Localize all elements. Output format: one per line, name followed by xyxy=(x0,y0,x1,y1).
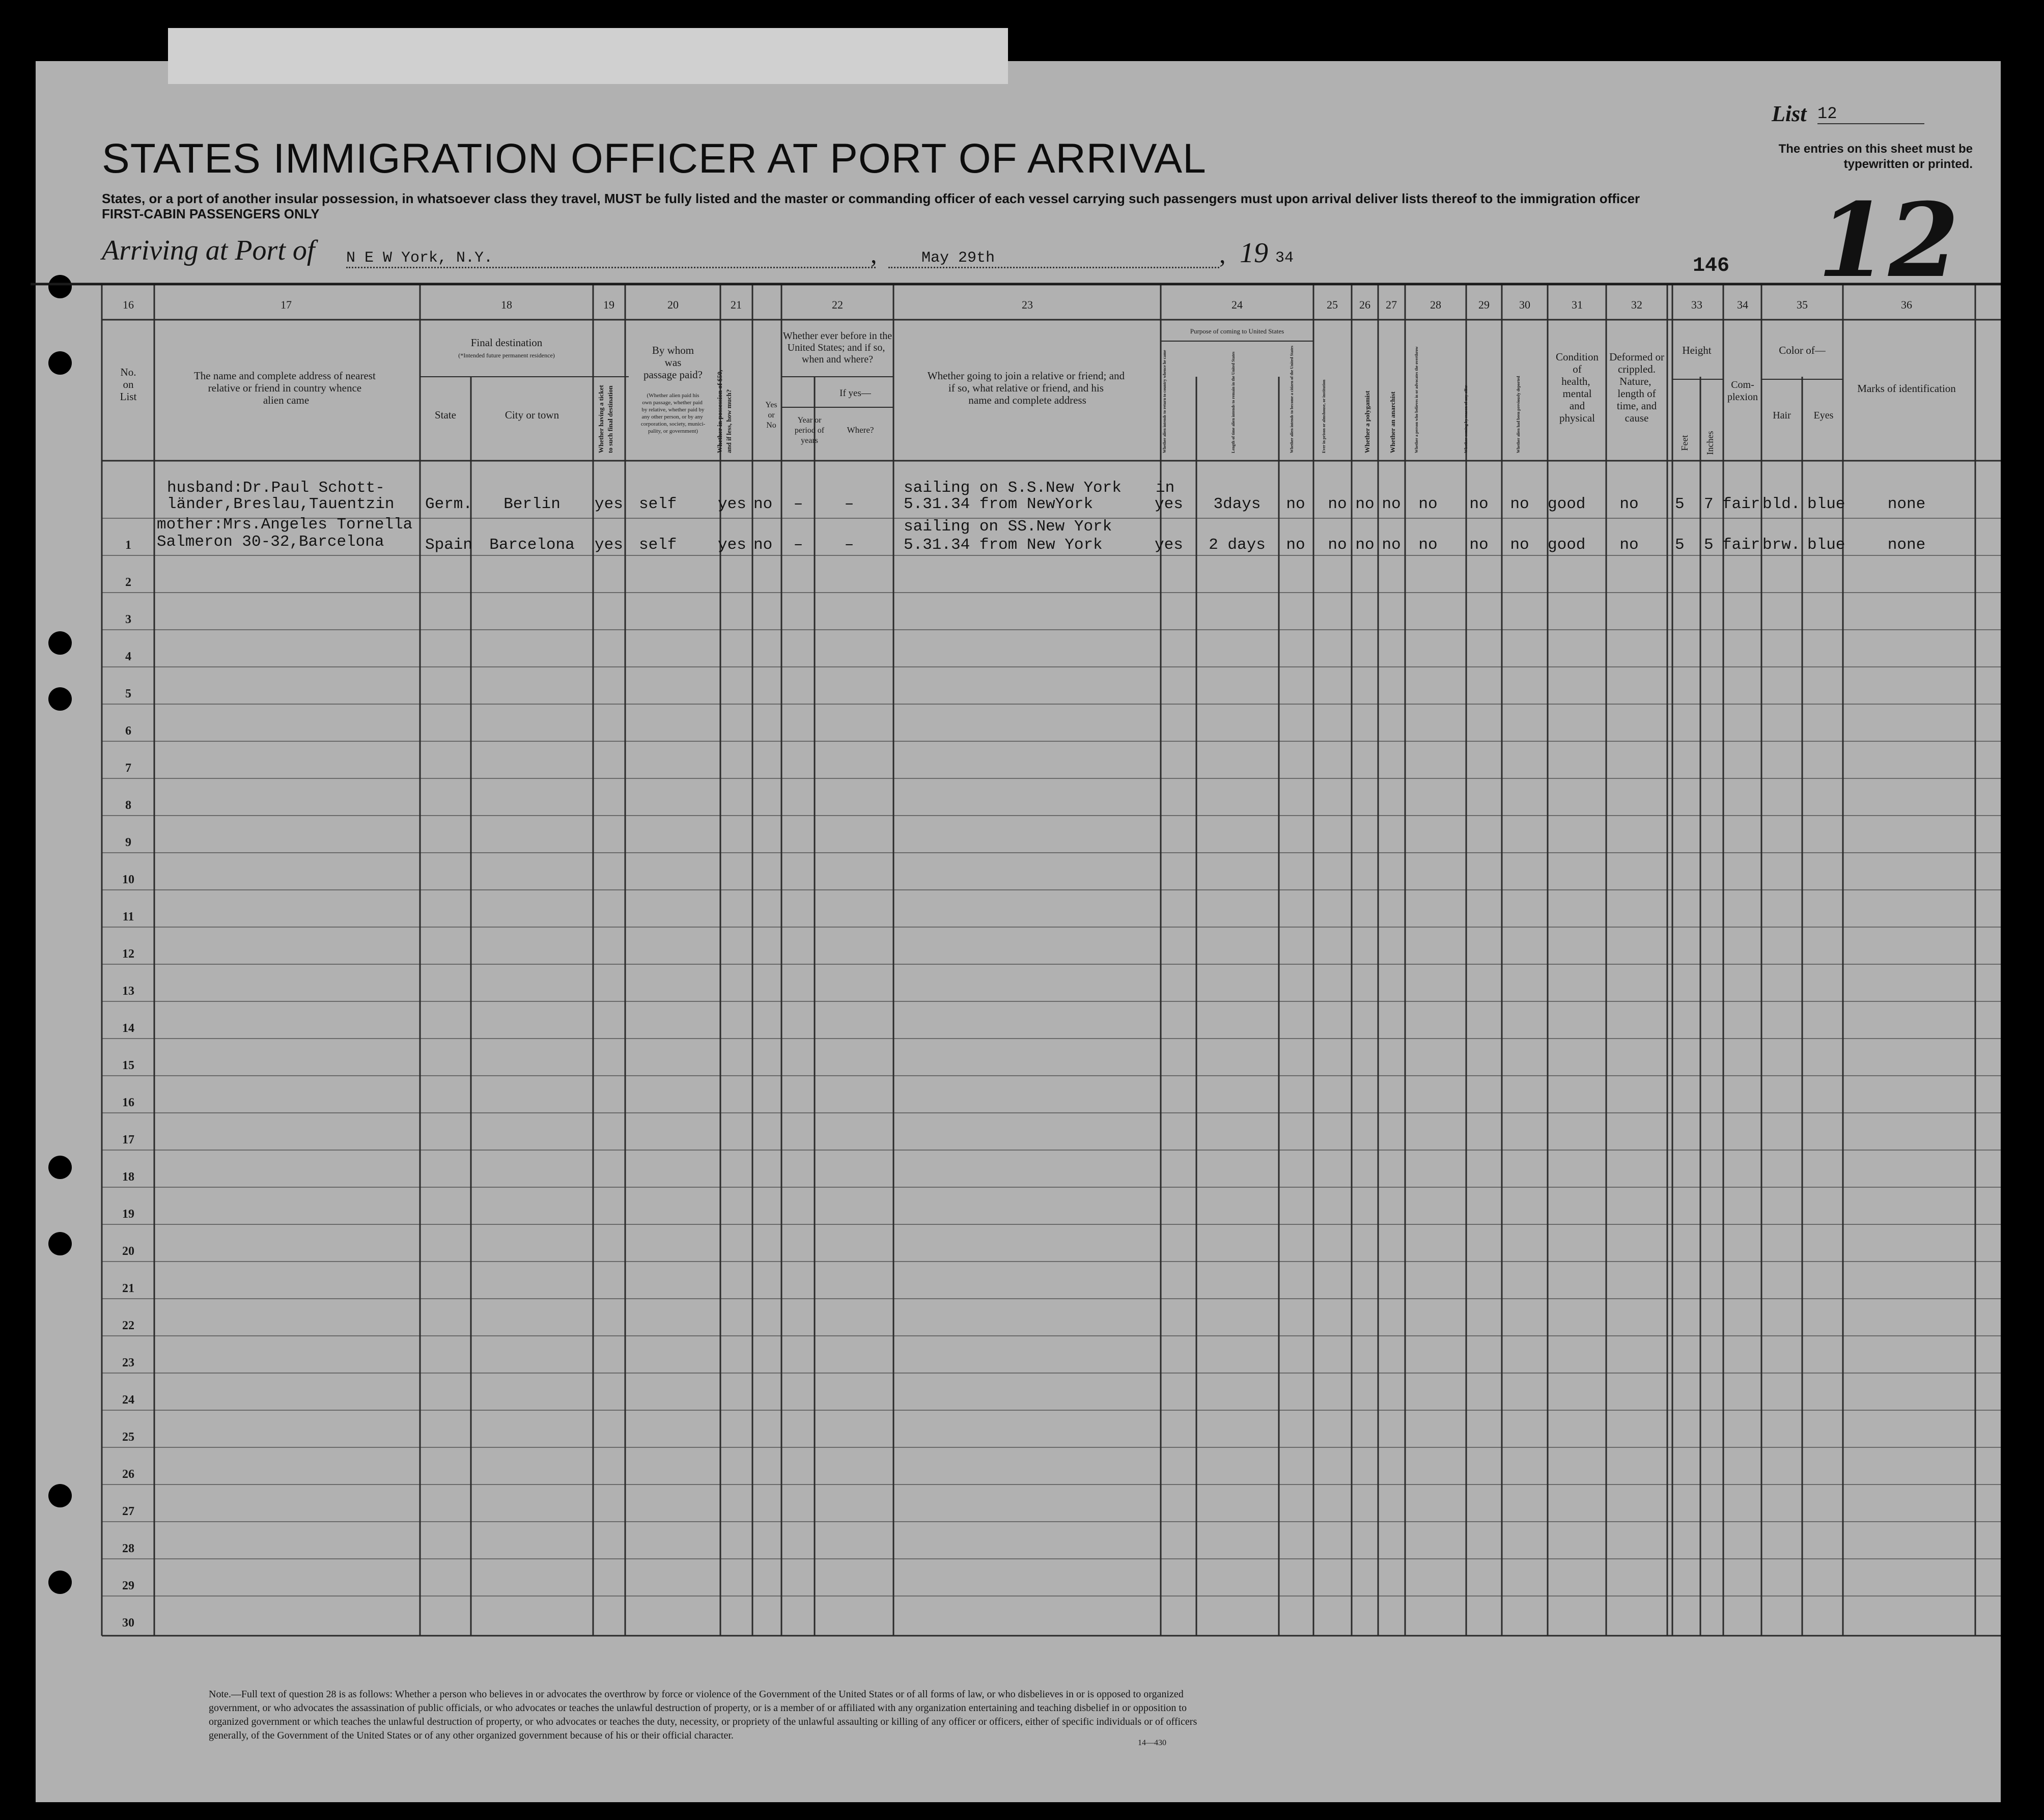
row-number: 7 xyxy=(125,762,131,775)
cell-deformed: no xyxy=(1619,536,1639,554)
cell-eyes: blue xyxy=(1807,495,1845,513)
col24b-header: Length of time alien intends to remain in the United States xyxy=(1231,351,1236,453)
column-number: 16 xyxy=(123,298,134,311)
row-number: 8 xyxy=(125,799,131,812)
cell-state: Germ. xyxy=(425,495,473,513)
cell-inches: 7 xyxy=(1704,495,1714,513)
cell-paid-by: self xyxy=(639,536,677,554)
year-prefix: 19 xyxy=(1240,237,1268,269)
col24-header: Purpose of coming to United States xyxy=(1190,327,1284,335)
relative-line: länder,Breslau,Tauentzin xyxy=(167,495,395,513)
column-number: 17 xyxy=(281,298,292,311)
col20-header: By whom was passage paid? xyxy=(643,344,703,381)
col16-header: No. on List xyxy=(120,366,137,403)
column-number: 25 xyxy=(1327,298,1338,311)
row-number: 22 xyxy=(122,1319,134,1332)
handwritten-number: 12 xyxy=(1817,181,1959,300)
column-number: 32 xyxy=(1631,298,1642,311)
row-number: 28 xyxy=(122,1542,134,1555)
column-number: 34 xyxy=(1737,298,1748,311)
row-number: 23 xyxy=(122,1356,134,1369)
column-number: 20 xyxy=(667,298,679,311)
row-number: 9 xyxy=(125,836,131,849)
column-number: 19 xyxy=(603,298,614,311)
entries-note: The entries on this sheet must be typewritten or printed. xyxy=(1778,142,1973,171)
cell-hair: brw. xyxy=(1762,536,1801,554)
col29-header: Whether coming by reason of any offer xyxy=(1464,385,1468,453)
cell-before: no xyxy=(753,536,773,554)
row-number: 10 xyxy=(122,873,134,886)
cell-money: yes xyxy=(718,495,746,513)
list-number: 12 xyxy=(1817,104,1924,124)
sheet-number: 146 xyxy=(1693,255,1730,277)
cell-health: good xyxy=(1548,495,1586,513)
col23-header: Whether going to join a relative or friend; and if so, what relative or friend, and his name and complete address xyxy=(927,370,1125,406)
col19-header: Whether having a ticket to such final destination xyxy=(597,385,614,453)
row-number: 13 xyxy=(122,985,134,998)
row-number: 1 xyxy=(125,539,131,552)
cell-inches: 5 xyxy=(1704,536,1714,554)
cell-deported: no xyxy=(1510,495,1529,513)
cell-polygamist: no xyxy=(1355,536,1375,554)
relative-line: husband:Dr.Paul Schott- xyxy=(167,479,385,497)
col24a-header: Whether alien intends to return to country whence he came xyxy=(1162,350,1167,453)
row-number: 5 xyxy=(125,687,131,701)
form-number: 14—430 xyxy=(1138,1739,1166,1747)
column-number: 18 xyxy=(501,298,512,311)
row-number: 26 xyxy=(122,1468,134,1481)
col31-header: Condition of health, mental and physical xyxy=(1555,351,1599,424)
cell-ticket: yes xyxy=(595,495,623,513)
col22-year: Year or period of years xyxy=(794,416,825,445)
col18-state: State xyxy=(435,409,456,421)
cell-anarchist: no xyxy=(1382,495,1401,513)
cell-city: Berlin xyxy=(503,495,561,513)
join-line: sailing on SS.New York xyxy=(904,518,1112,536)
column-number: 35 xyxy=(1797,298,1808,311)
row-number: 14 xyxy=(122,1022,134,1035)
cell-purpose-b: yes xyxy=(1155,495,1183,513)
row-number: 12 xyxy=(122,947,134,961)
column-number: 22 xyxy=(832,298,843,311)
join-line: 5.31.34 from New York xyxy=(904,536,1103,554)
cell-length: 3days xyxy=(1213,495,1261,513)
row-number: 17 xyxy=(122,1133,134,1146)
row-number: 6 xyxy=(125,724,131,738)
join-line: sailing on S.S.New York xyxy=(904,479,1122,497)
column-number: 33 xyxy=(1691,298,1702,311)
col28-header: Whether a person who believes in or advocates the overthrow xyxy=(1414,346,1419,453)
cell-year: – xyxy=(793,536,803,554)
row-number: 29 xyxy=(122,1579,134,1592)
column-number: 28 xyxy=(1430,298,1441,311)
cell-anarchist: no xyxy=(1382,536,1401,554)
cell-marks: none xyxy=(1887,536,1926,554)
cell-eyes: blue xyxy=(1807,536,1845,554)
row-number: 24 xyxy=(122,1393,134,1407)
cell-offer: no xyxy=(1469,536,1489,554)
col36-header: Marks of identification xyxy=(1857,382,1956,395)
class-label: FIRST-CABIN PASSENGERS ONLY xyxy=(102,206,320,221)
cell-complexion: fair xyxy=(1722,495,1760,513)
col35-header: Color of— xyxy=(1779,344,1826,356)
cell-hair: bld. xyxy=(1762,495,1801,513)
col25-header: Ever in prison or almshouse, or institution xyxy=(1322,379,1326,453)
row-number: 18 xyxy=(122,1170,134,1184)
purpose-note: in xyxy=(1156,479,1175,497)
cell-city: Barcelona xyxy=(489,536,575,554)
column-number: 21 xyxy=(731,298,742,311)
cell-citizen: no xyxy=(1286,536,1305,554)
join-line: 5.31.34 from NewYork xyxy=(904,495,1094,513)
cell-where: – xyxy=(844,536,854,554)
form-instructions: States, or a port of another insular possession, in whatsoever class they travel, MUST be fully listed and the master or commanding officer of each vessel carrying such passengers must upon arrival deliver lists thereof to the immigration officer xyxy=(102,191,1640,206)
col22-header: Whether ever before in the United States; and if so, when and where? xyxy=(782,330,892,365)
column-number: 26 xyxy=(1359,298,1370,311)
row-number: 19 xyxy=(122,1208,134,1221)
row-number: 30 xyxy=(122,1616,134,1630)
row-number: 21 xyxy=(122,1282,134,1295)
row-number: 3 xyxy=(125,613,131,626)
row-number: 25 xyxy=(122,1431,134,1444)
col18-header: Final destination xyxy=(470,337,543,349)
col33-feet: Feet xyxy=(1679,435,1690,451)
cell-length: 2 days xyxy=(1209,536,1266,554)
col26-header: Whether a polygamist xyxy=(1363,390,1371,453)
cell-before: no xyxy=(753,495,773,513)
cell-offer: no xyxy=(1469,495,1489,513)
cell-polygamist: no xyxy=(1355,495,1375,513)
col34-header: Com-plexion xyxy=(1727,379,1758,403)
col18-city: City or town xyxy=(505,409,559,421)
column-number: 24 xyxy=(1231,298,1243,311)
col33-header: Height xyxy=(1682,344,1712,356)
cell-deported: no xyxy=(1510,536,1529,554)
cell-feet: 5 xyxy=(1675,495,1685,513)
column-number: 36 xyxy=(1901,298,1912,311)
row-number: 27 xyxy=(122,1505,134,1518)
col20-note: (Whether alien paid his own passage, whether paid by relative, whether paid by any other person, or by any corporation, society, munici-pality, or government) xyxy=(640,393,706,434)
cell-state: Spain xyxy=(425,536,473,554)
table-row xyxy=(167,479,1925,513)
arriving-label: Arriving at Port of xyxy=(102,235,315,266)
col30-header: Whether alien had been previously deported xyxy=(1516,376,1521,453)
relative-line: mother:Mrs.Angeles Tornella xyxy=(157,516,413,534)
cell-health: good xyxy=(1548,536,1586,554)
relative-line: Salmeron 30-32,Barcelona xyxy=(157,533,384,551)
col27-header: Whether an anarchist xyxy=(1389,391,1396,453)
cell-complexion: fair xyxy=(1722,536,1760,554)
col35-eyes: Eyes xyxy=(1813,410,1834,421)
cell-year: – xyxy=(793,495,803,513)
cell-feet: 5 xyxy=(1675,536,1685,554)
column-number: 23 xyxy=(1022,298,1033,311)
column-number: 27 xyxy=(1386,298,1397,311)
row-number: 16 xyxy=(122,1096,134,1109)
year-suffix: 34 xyxy=(1275,249,1294,267)
col22-ifyes: If yes— xyxy=(839,388,871,399)
cell-paid-by: self xyxy=(639,495,677,513)
col32-header: Deformed or crippled. Nature, length of time, and cause xyxy=(1609,351,1664,424)
date-value: May 29th xyxy=(888,249,1219,268)
col21-header: Whether in possession of $50, and if less, how much? xyxy=(716,370,733,453)
list-label: List xyxy=(1772,101,1807,126)
cell-where: – xyxy=(844,495,854,513)
col18-note: (*Intended future permanent residence) xyxy=(458,352,555,359)
col33-inches: Inches xyxy=(1705,431,1715,455)
cell-overthrow: no xyxy=(1418,495,1438,513)
col22-yes-no: Yes or No xyxy=(765,401,777,430)
row-number: 2 xyxy=(125,576,131,589)
cell-deformed: no xyxy=(1619,495,1639,513)
column-number: 31 xyxy=(1572,298,1583,311)
cell-citizen: no xyxy=(1286,495,1305,513)
cell-purpose-b: yes xyxy=(1155,536,1183,554)
table-row xyxy=(157,516,1925,554)
cell-marks: none xyxy=(1887,495,1926,513)
row-number: 11 xyxy=(122,910,134,923)
col22-where: Where? xyxy=(847,425,874,435)
cell-ticket: yes xyxy=(595,536,623,554)
col24c-header: Whether alien intends to become a citizen of the United States xyxy=(1290,346,1294,453)
port-value: N E W York, N.Y. xyxy=(346,249,876,268)
footer-note: Note.—Full text of question 28 is as follows: Whether a person who believes in or advocates the overthrow by force or violence of the Government of the United States or of all forms of law, or who disbelieves in or is opposed to organized government, or who advocates the assassination of public officials, or who advocates or teaches the unlawful destruction of property, or is a member of or affiliated with any organization entertaining and teaching disbelief in or opposition to organized government or which teaches the unlawful destruction of property, or who advocates or teaches the duty, necessity, or propriety of the unlawful assaulting or killing of any officer or officers, either of specific individuals or of officers generally, of the Government of the United States or of any other organized government because of his or their official character. xyxy=(209,1689,1197,1741)
row-number: 20 xyxy=(122,1245,134,1258)
row-number: 4 xyxy=(125,650,131,663)
form-title: STATES IMMIGRATION OFFICER AT PORT OF ARRIVAL xyxy=(102,135,1207,182)
column-number: 30 xyxy=(1519,298,1530,311)
cell-money: yes xyxy=(718,536,746,554)
cell-overthrow: no xyxy=(1418,536,1438,554)
col35-hair: Hair xyxy=(1773,410,1791,421)
row-number: 15 xyxy=(122,1059,134,1072)
cell-prison: no xyxy=(1328,536,1347,554)
col17-header: The name and complete address of nearest relative or friend in country whence alien came xyxy=(193,370,376,406)
cell-prison: no xyxy=(1328,495,1347,513)
column-number: 29 xyxy=(1478,298,1490,311)
